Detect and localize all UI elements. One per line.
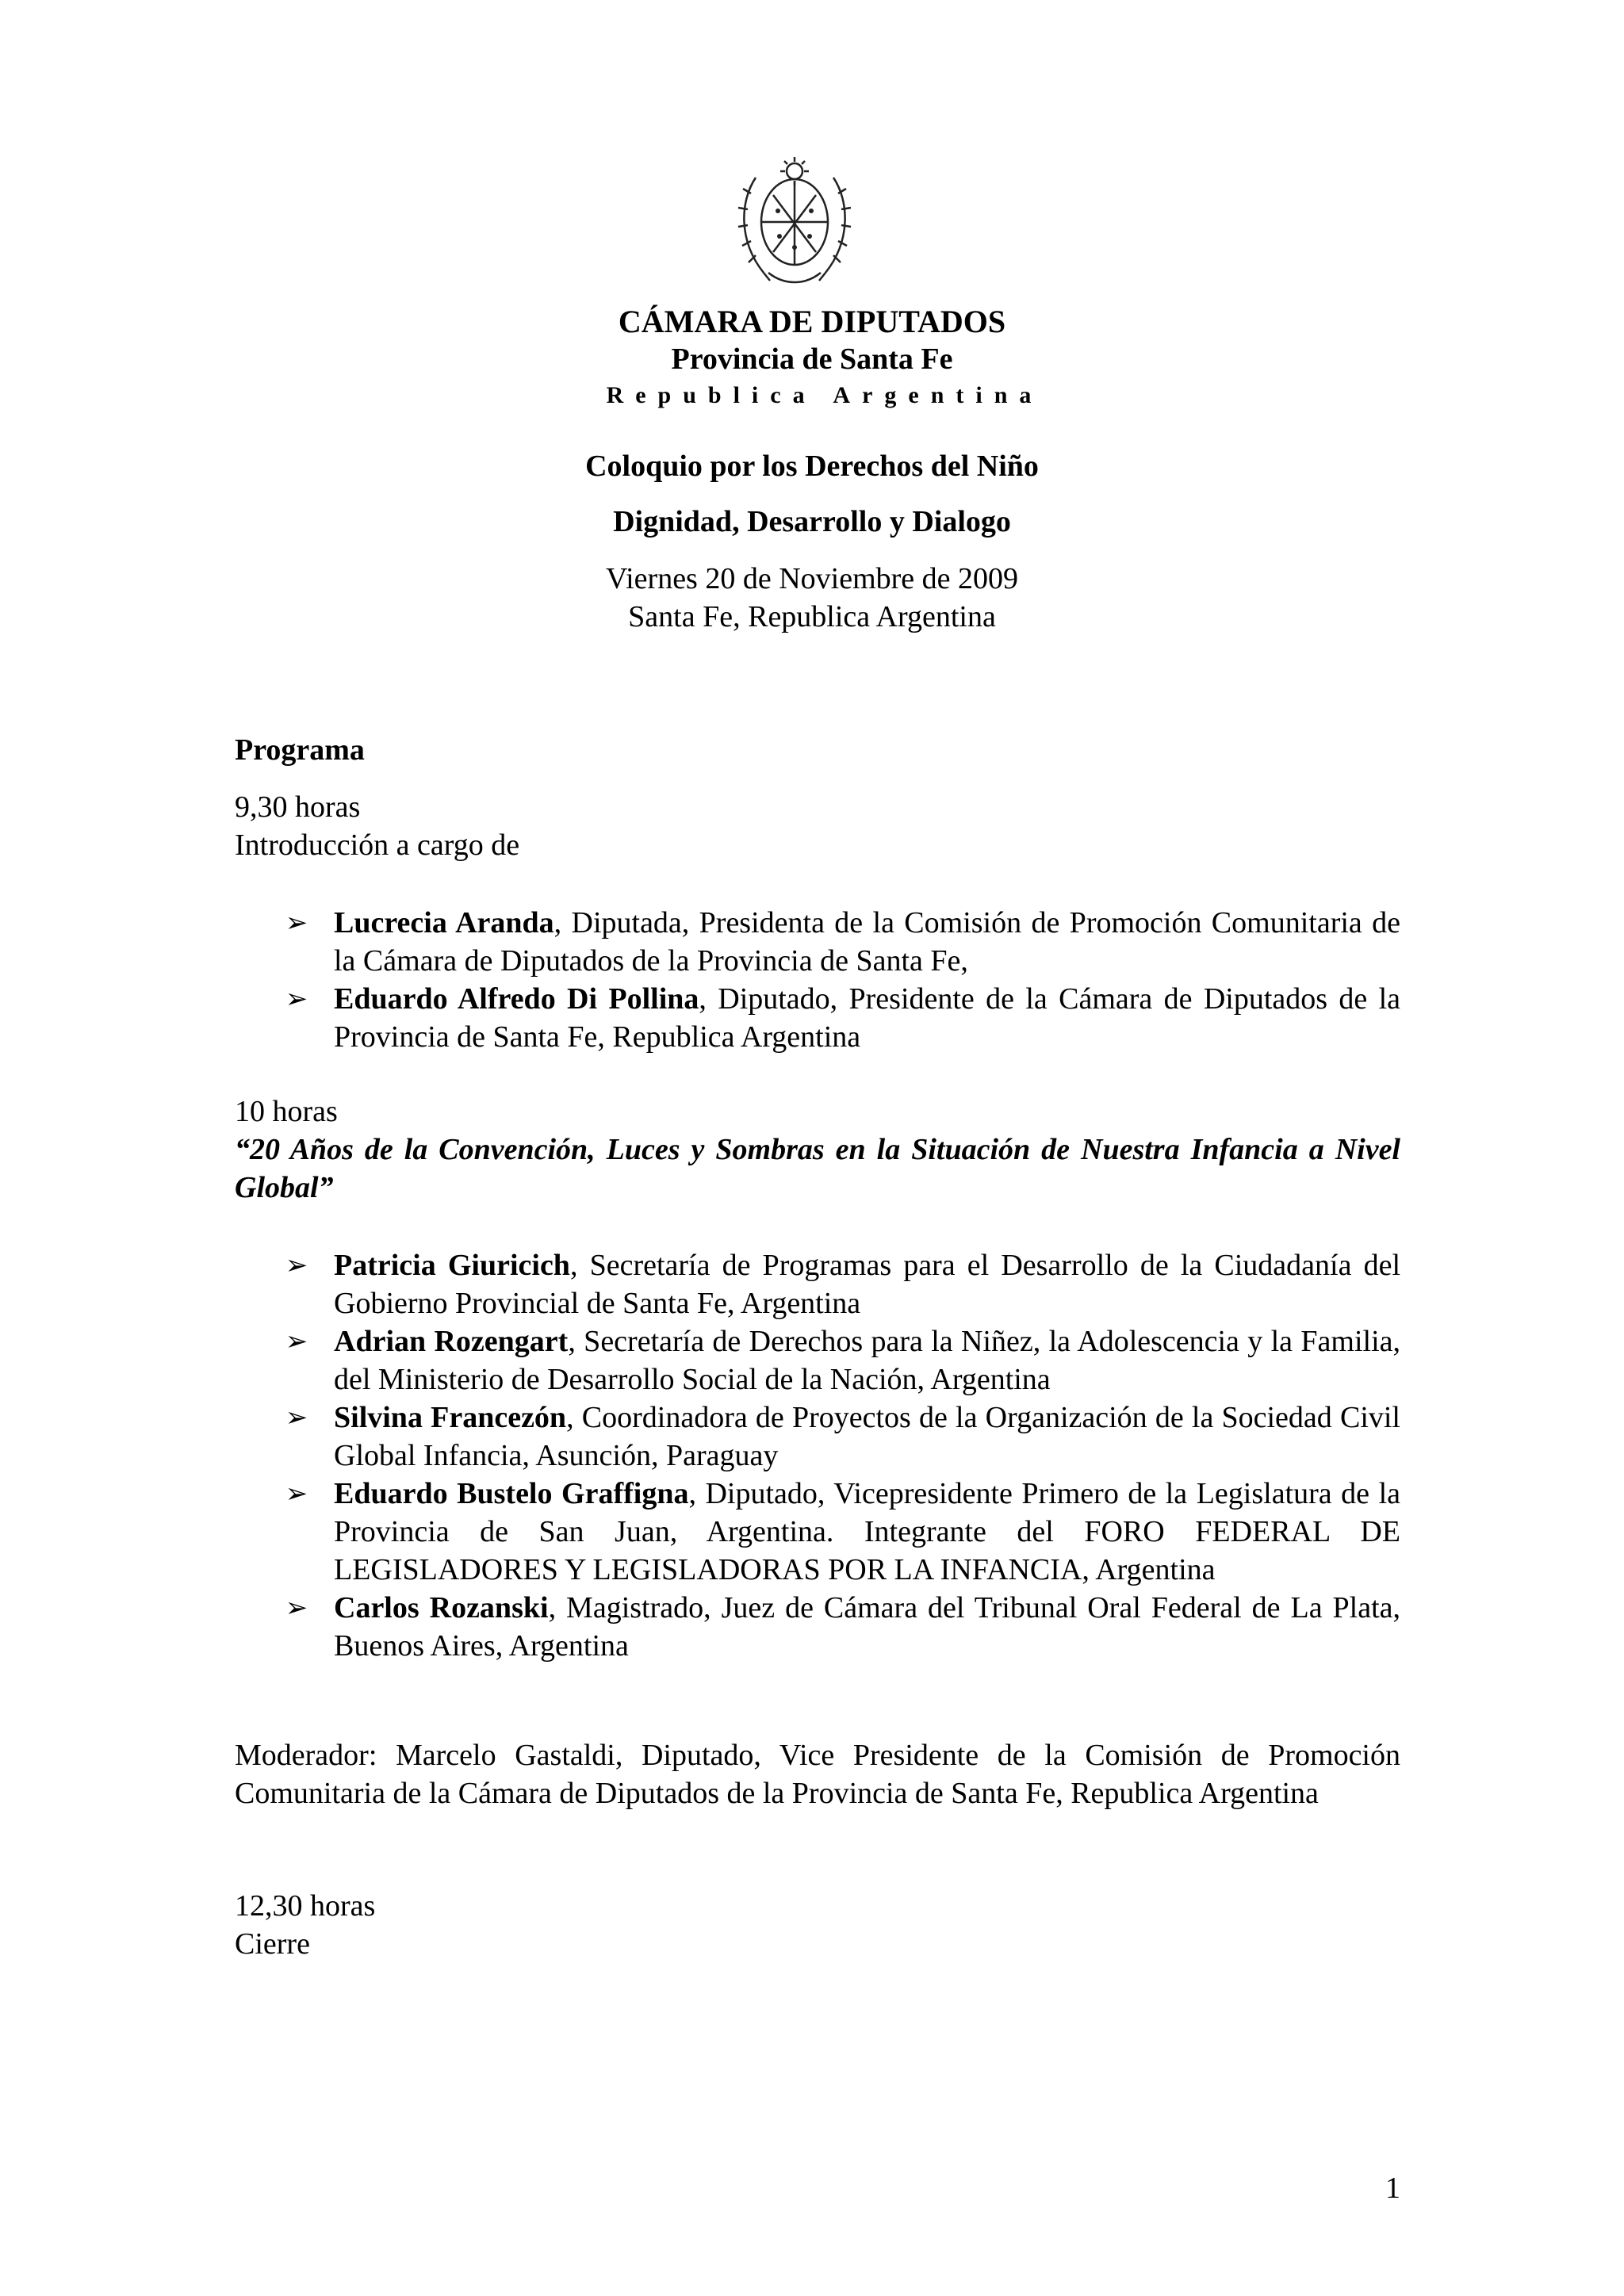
session2-moderator: Moderador: Marcelo Gastaldi, Diputado, Vice Presidente de la Comisión de Promoción Comunitaria de la Cámara de Diputados de la Provincia de Santa Fe, Republica Argentina — [235, 1739, 1400, 1810]
session1-time: 9,30 horas — [235, 790, 361, 824]
speaker-name: Carlos Rozanski — [334, 1591, 549, 1624]
arrowhead-bullet-icon: ➢ — [285, 907, 308, 939]
speaker-item — [283, 1246, 1400, 1322]
speaker-name: Adrian Rozengart — [334, 1325, 569, 1358]
speaker-name: Lucrecia Aranda — [334, 906, 554, 939]
speaker-role: , Secretaría de Programas para el Desarrollo de la Ciudadanía del Gobierno Provincial de Santa Fe, Argentina — [334, 1249, 1401, 1320]
country-name: Republica Argentina — [606, 382, 1044, 408]
arrowhead-bullet-icon: ➢ — [285, 1249, 308, 1281]
event-date-place — [0, 560, 1624, 636]
speaker-role: , Coordinadora de Proyectos de la Organización de la Sociedad Civil Global Infancia, Asunción, Paraguay — [334, 1401, 1400, 1472]
speaker-item — [283, 980, 1400, 1056]
session1-intro: Introducción a cargo de — [235, 828, 520, 862]
arrowhead-bullet-icon: ➢ — [285, 1402, 308, 1433]
session2-speaker-list — [283, 1246, 1400, 1665]
session3-time: 12,30 horas — [235, 1889, 376, 1923]
speaker-item — [283, 1475, 1400, 1589]
speaker-role: , Magistrado, Juez de Cámara del Tribunal Oral Federal de La Plata, Buenos Aires, Argentina — [334, 1591, 1401, 1663]
speaker-name: Silvina Francezón — [334, 1401, 567, 1434]
speaker-item — [283, 1322, 1400, 1399]
arrowhead-bullet-icon: ➢ — [285, 1478, 308, 1510]
event-title: Coloquio por los Derechos del Niño — [585, 450, 1039, 483]
arrowhead-bullet-icon: ➢ — [285, 983, 308, 1015]
session2-time: 10 horas — [235, 1095, 338, 1128]
event-date: Viernes 20 de Noviembre de 2009 — [605, 562, 1019, 595]
speaker-name: Patricia Giuricich — [334, 1249, 570, 1282]
arrowhead-bullet-icon: ➢ — [285, 1592, 308, 1624]
speaker-name: Eduardo Alfredo Di Pollina — [334, 982, 699, 1016]
speaker-role: , Diputada, Presidenta de la Comisión de Promoción Comunitaria de la Cámara de Diputados de la Provincia de Santa Fe, — [334, 906, 1400, 978]
session2-talk-title: “20 Años de la Convención, Luces y Sombras en la Situación de Nuestra Infancia a Nivel Global” — [235, 1133, 1400, 1204]
arrowhead-bullet-icon: ➢ — [285, 1326, 308, 1357]
session1-speaker-list — [283, 904, 1400, 1056]
session3-label: Cierre — [235, 1927, 310, 1961]
page-number: 1 — [1385, 2172, 1400, 2205]
program-heading: Programa — [235, 733, 365, 767]
event-place: Santa Fe, Republica Argentina — [628, 600, 996, 633]
speaker-item — [283, 904, 1400, 980]
event-subtitle: Dignidad, Desarrollo y Dialogo — [613, 505, 1011, 538]
coat-of-arms-icon — [732, 154, 857, 290]
speaker-item — [283, 1589, 1400, 1665]
speaker-name: Eduardo Bustelo Graffigna — [334, 1477, 689, 1510]
speaker-role: , Secretaría de Derechos para la Niñez, la Adolescencia y la Familia, del Ministerio de Desarrollo Social de la Nación, Argentina — [334, 1325, 1401, 1396]
speaker-role: , Diputado, Presidente de la Cámara de Diputados de la Provincia de Santa Fe, Republica Argentina — [334, 982, 1401, 1054]
chamber-name: CÁMARA DE DIPUTADOS — [618, 304, 1006, 339]
province-name: Provincia de Santa Fe — [671, 342, 953, 376]
speaker-item — [283, 1399, 1400, 1475]
speaker-role: , Diputado, Vicepresidente Primero de la Legislatura de la Provincia de San Juan, Argentina. Integrante del FORO FEDERAL DE LEGISLADORES Y LEGISLADORAS POR LA INFANCIA, Argentina — [334, 1477, 1400, 1586]
